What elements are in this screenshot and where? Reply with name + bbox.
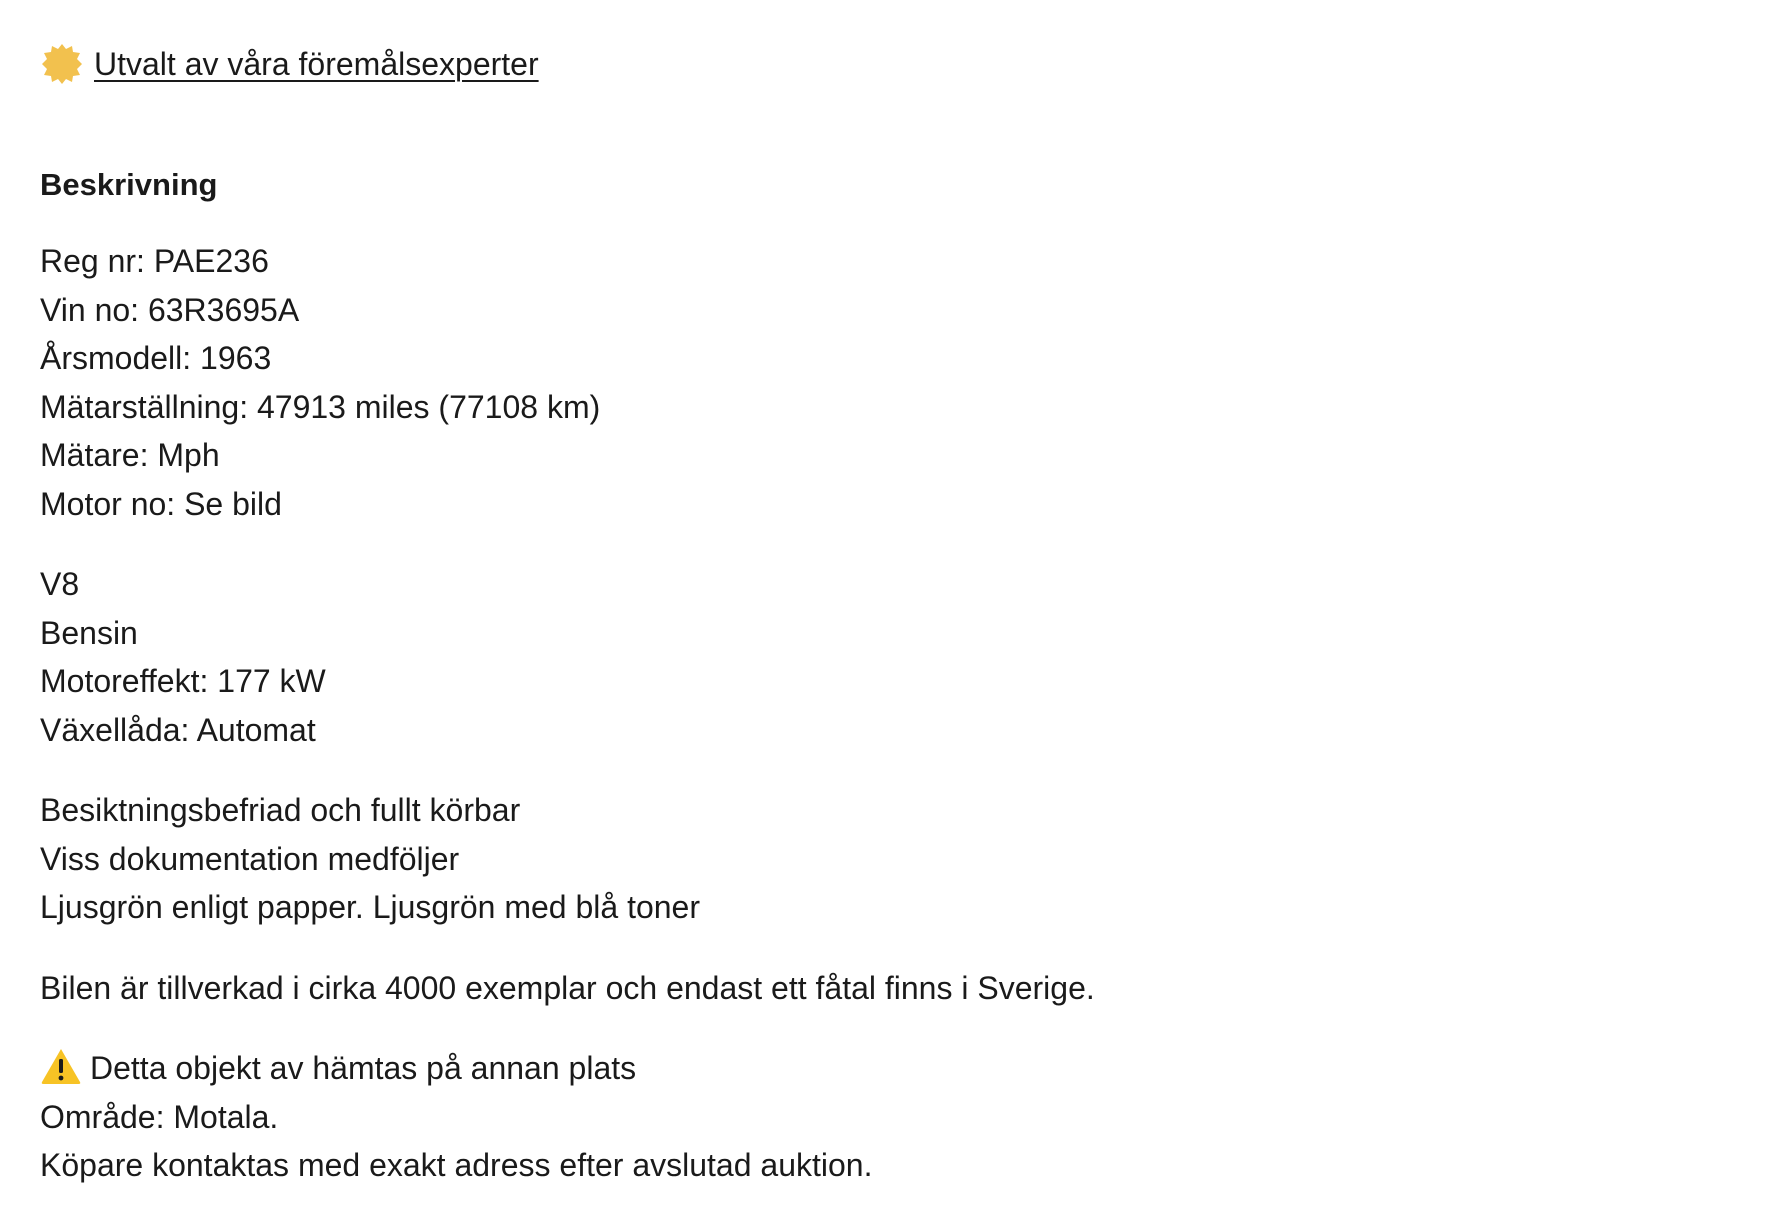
pickup-contact-info: Köpare kontaktas med exakt adress efter avslutad auktion.: [40, 1147, 873, 1183]
model-year: Årsmodell: 1963: [40, 340, 272, 376]
pickup-area: Område: Motala.: [40, 1098, 279, 1135]
fuel-type: Bensin: [40, 614, 138, 651]
warning-icon: [40, 1047, 82, 1085]
engine-paragraph: [40, 560, 1740, 754]
engine-type: V8: [40, 566, 80, 602]
expert-selection-link[interactable]: Utvalt av våra föremålsexperter: [94, 45, 539, 82]
pickup-notice-text: Detta objekt av hämtas på annan plats: [90, 1050, 637, 1086]
inspection-status: Besiktningsbefriad och fullt körbar: [40, 792, 521, 828]
reg-number: Reg nr: PAE236: [40, 243, 269, 279]
pickup-paragraph: [40, 1044, 1740, 1190]
pickup-notice: [40, 1044, 1740, 1093]
vehicle-id-paragraph: [40, 237, 1740, 528]
gearbox: Växellåda: Automat: [40, 711, 316, 748]
rarity-text: Bilen är tillverkad i cirka 4000 exemplar och endast ett fåtal finns i Sverige.: [40, 969, 1095, 1006]
odometer-reading: Mätarställning: 47913 miles (77108 km): [40, 388, 601, 425]
description-body: [40, 237, 1740, 1222]
engine-power: Motoreffekt: 177 kW: [40, 663, 326, 699]
vin-number: Vin no: 63R3695A: [40, 291, 300, 328]
odometer-unit: Mätare: Mph: [40, 437, 220, 473]
condition-paragraph: [40, 786, 1740, 932]
engine-number: Motor no: Se bild: [40, 485, 282, 522]
badge-star-icon: [40, 42, 84, 86]
description-heading: Beskrivning: [40, 167, 218, 202]
expert-selection-row[interactable]: [40, 42, 539, 86]
color-info: Ljusgrön enligt papper. Ljusgrön med blå toner: [40, 889, 700, 925]
documentation: Viss dokumentation medföljer: [40, 840, 460, 877]
rarity-paragraph: [40, 964, 1740, 1013]
